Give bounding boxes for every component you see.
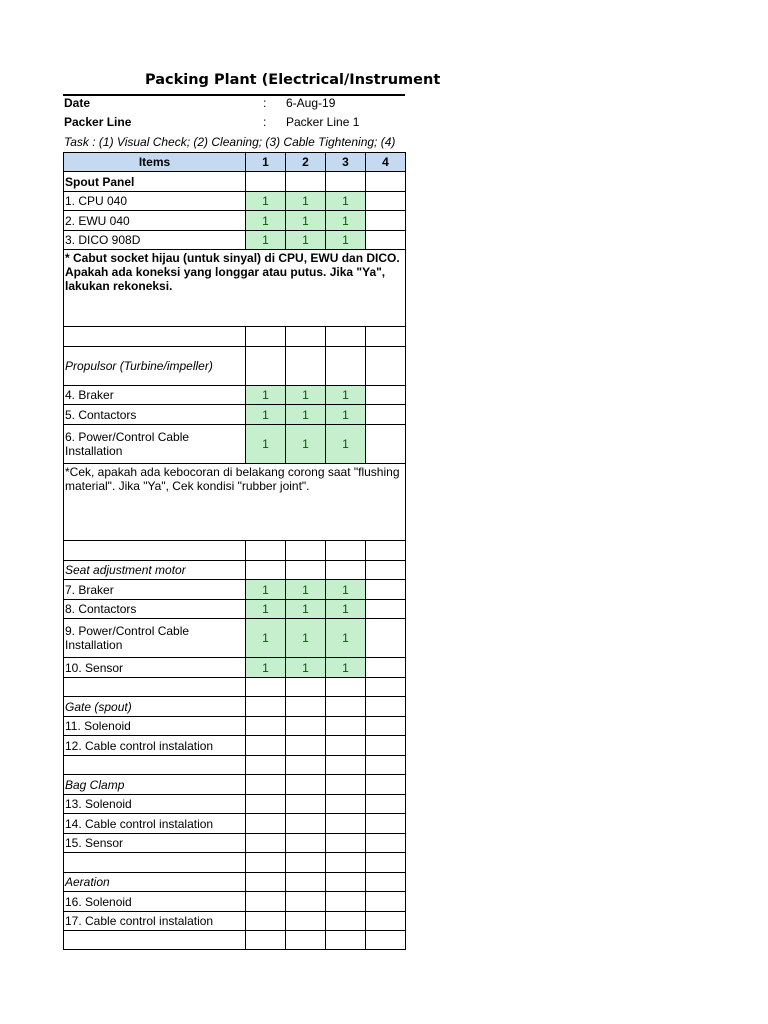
task-2-cell (286, 736, 326, 756)
task-2-cell (286, 931, 326, 950)
table-row (64, 386, 406, 405)
task-1-cell: 1 (246, 658, 286, 678)
task-1-cell (246, 561, 286, 580)
task-2-cell (286, 678, 326, 697)
task-3-cell: 1 (326, 211, 366, 231)
task-4-cell (366, 619, 406, 658)
task-1-cell (246, 853, 286, 873)
task-4-cell (366, 600, 406, 619)
task-3-cell (326, 172, 366, 192)
item-label: 11. Solenoid (64, 717, 246, 736)
task-3-cell: 1 (326, 658, 366, 678)
task-2-cell: 1 (286, 405, 326, 425)
task-1-cell (246, 795, 286, 814)
task-4-cell (366, 853, 406, 873)
item-label: 14. Cable control instalation (64, 814, 246, 834)
task-3-cell (326, 756, 366, 775)
blank-row (64, 678, 406, 697)
task-4-cell (366, 892, 406, 912)
task-1-cell (246, 892, 286, 912)
checklist-table (63, 152, 406, 950)
task-4-cell (366, 211, 406, 231)
task-1-cell (246, 873, 286, 892)
task-4-cell (366, 756, 406, 775)
task-3-cell (326, 775, 366, 795)
task-3-cell (326, 541, 366, 561)
task-1-cell: 1 (246, 619, 286, 658)
item-label: 4. Braker (64, 386, 246, 405)
task-3-cell (326, 892, 366, 912)
task-4-cell (366, 795, 406, 814)
task-1-cell (246, 172, 286, 192)
task-4-cell (366, 561, 406, 580)
task-2-cell: 1 (286, 619, 326, 658)
note-text: * Cabut socket hijau (untuk sinyal) di CPU, EWU dan DICO. Apakah ada koneksi yang longgar atau putus. Jika "Ya", lakukan rekoneksi. (64, 250, 406, 327)
table-row (64, 834, 406, 853)
date-value: 6-Aug-19 (286, 96, 336, 110)
task-1-cell (246, 678, 286, 697)
header-items: Items (64, 153, 246, 172)
task-3-cell (326, 347, 366, 386)
task-3-cell: 1 (326, 425, 366, 464)
item-label: 12. Cable control instalation (64, 736, 246, 756)
table-row (64, 405, 406, 425)
item-label (64, 541, 246, 561)
task-1-cell (246, 717, 286, 736)
packer-line-label: Packer Line (64, 115, 132, 129)
task-1-cell (246, 327, 286, 347)
item-label: 2. EWU 040 (64, 211, 246, 231)
task-4-cell (366, 425, 406, 464)
task-2-cell: 1 (286, 211, 326, 231)
task-3-cell: 1 (326, 600, 366, 619)
task-1-cell (246, 541, 286, 561)
item-label (64, 327, 246, 347)
task-2-cell (286, 541, 326, 561)
task-4-cell (366, 814, 406, 834)
task-3-cell (326, 834, 366, 853)
task-1-cell: 1 (246, 192, 286, 211)
task-4-cell (366, 658, 406, 678)
group-header-row (64, 697, 406, 717)
item-label: 15. Sensor (64, 834, 246, 853)
header-task-3: 3 (326, 153, 366, 172)
task-2-cell (286, 347, 326, 386)
blank-row (64, 931, 406, 950)
task-1-cell: 1 (246, 231, 286, 250)
table-row (64, 192, 406, 211)
task-2-cell: 1 (286, 658, 326, 678)
task-2-cell: 1 (286, 600, 326, 619)
task-2-cell (286, 697, 326, 717)
item-label: Seat adjustment motor (64, 561, 246, 580)
blank-row (64, 327, 406, 347)
item-label: Bag Clamp (64, 775, 246, 795)
item-label: 3. DICO 908D (64, 231, 246, 250)
task-3-cell (326, 853, 366, 873)
task-4-cell (366, 678, 406, 697)
note-row (64, 464, 406, 541)
header-task-2: 2 (286, 153, 326, 172)
task-2-cell (286, 853, 326, 873)
task-2-cell (286, 795, 326, 814)
task-2-cell (286, 834, 326, 853)
table-row (64, 619, 406, 658)
document-title: Packing Plant (Electrical/Instrument (145, 72, 441, 88)
item-label: Gate (spout) (64, 697, 246, 717)
task-2-cell (286, 814, 326, 834)
task-1-cell: 1 (246, 425, 286, 464)
item-label: 8. Contactors (64, 600, 246, 619)
task-1-cell (246, 347, 286, 386)
task-3-cell (326, 795, 366, 814)
task-4-cell (366, 231, 406, 250)
header-task-1: 1 (246, 153, 286, 172)
task-4-cell (366, 580, 406, 600)
item-label: Aeration (64, 873, 246, 892)
task-2-cell (286, 561, 326, 580)
task-1-cell: 1 (246, 386, 286, 405)
task-1-cell (246, 697, 286, 717)
task-2-cell: 1 (286, 231, 326, 250)
table-header-row (64, 153, 406, 172)
item-label (64, 853, 246, 873)
checklist-sheet (63, 0, 441, 1024)
task-3-cell (326, 327, 366, 347)
task-1-cell (246, 814, 286, 834)
task-1-cell (246, 912, 286, 931)
item-label: Propulsor (Turbine/impeller) (64, 347, 246, 386)
task-1-cell (246, 931, 286, 950)
note-text: *Cek, apakah ada kebocoran di belakang corong saat "flushing material". Jika "Ya", Cek kondisi "rubber joint". (64, 464, 406, 541)
group-header-row (64, 172, 406, 192)
task-3-cell: 1 (326, 192, 366, 211)
task-3-cell (326, 561, 366, 580)
group-header-row (64, 873, 406, 892)
note-row (64, 250, 406, 327)
task-3-cell (326, 697, 366, 717)
task-4-cell (366, 736, 406, 756)
task-2-cell: 1 (286, 425, 326, 464)
task-2-cell (286, 172, 326, 192)
task-4-cell (366, 347, 406, 386)
task-1-cell: 1 (246, 405, 286, 425)
task-3-cell (326, 814, 366, 834)
task-2-cell (286, 717, 326, 736)
task-3-cell (326, 736, 366, 756)
task-1-cell: 1 (246, 600, 286, 619)
task-4-cell (366, 717, 406, 736)
table-row (64, 658, 406, 678)
task-4-cell (366, 912, 406, 931)
table-row (64, 814, 406, 834)
task-3-cell (326, 931, 366, 950)
item-label (64, 678, 246, 697)
group-header-row (64, 775, 406, 795)
blank-row (64, 756, 406, 775)
task-2-cell (286, 892, 326, 912)
blank-row (64, 541, 406, 561)
item-label (64, 931, 246, 950)
task-4-cell (366, 386, 406, 405)
table-row (64, 580, 406, 600)
task-4-cell (366, 775, 406, 795)
table-row (64, 600, 406, 619)
task-3-cell: 1 (326, 386, 366, 405)
task-3-cell (326, 912, 366, 931)
header-task-4: 4 (366, 153, 406, 172)
task-3-cell (326, 873, 366, 892)
task-3-cell: 1 (326, 231, 366, 250)
table-row (64, 231, 406, 250)
task-3-cell: 1 (326, 619, 366, 658)
task-4-cell (366, 931, 406, 950)
blank-row (64, 853, 406, 873)
date-colon: : (263, 96, 267, 110)
item-label: 17. Cable control instalation (64, 912, 246, 931)
task-2-cell (286, 873, 326, 892)
packer-line-colon: : (263, 115, 267, 129)
item-label: 9. Power/Control Cable Installation (64, 619, 246, 658)
task-2-cell (286, 912, 326, 931)
task-legend: Task : (1) Visual Check; (2) Cleaning; (3) Cable Tightening; (4) (64, 135, 396, 149)
table-row (64, 912, 406, 931)
task-2-cell: 1 (286, 580, 326, 600)
item-label: 10. Sensor (64, 658, 246, 678)
task-2-cell: 1 (286, 386, 326, 405)
task-4-cell (366, 873, 406, 892)
packer-line-row (63, 113, 405, 132)
table-row (64, 736, 406, 756)
packer-line-value: Packer Line 1 (286, 115, 360, 129)
date-row (63, 94, 405, 113)
item-label: 16. Solenoid (64, 892, 246, 912)
task-4-cell (366, 172, 406, 192)
task-1-cell: 1 (246, 211, 286, 231)
task-1-cell (246, 736, 286, 756)
table-row (64, 795, 406, 814)
task-4-cell (366, 192, 406, 211)
item-label: 13. Solenoid (64, 795, 246, 814)
item-label (64, 756, 246, 775)
task-4-cell (366, 327, 406, 347)
task-2-cell (286, 775, 326, 795)
table-row (64, 425, 406, 464)
task-2-cell (286, 327, 326, 347)
group-header-row (64, 561, 406, 580)
item-label: 6. Power/Control Cable Installation (64, 425, 246, 464)
table-row (64, 211, 406, 231)
task-1-cell (246, 834, 286, 853)
item-label: 5. Contactors (64, 405, 246, 425)
task-4-cell (366, 405, 406, 425)
task-4-cell (366, 834, 406, 853)
task-3-cell: 1 (326, 405, 366, 425)
table-body (64, 172, 406, 950)
task-4-cell (366, 541, 406, 561)
task-3-cell: 1 (326, 580, 366, 600)
table-row (64, 892, 406, 912)
task-2-cell (286, 756, 326, 775)
item-label: 1. CPU 040 (64, 192, 246, 211)
task-2-cell: 1 (286, 192, 326, 211)
task-1-cell: 1 (246, 580, 286, 600)
task-3-cell (326, 678, 366, 697)
task-4-cell (366, 697, 406, 717)
item-label: 7. Braker (64, 580, 246, 600)
task-3-cell (326, 717, 366, 736)
task-1-cell (246, 775, 286, 795)
table-row (64, 717, 406, 736)
task-1-cell (246, 756, 286, 775)
date-label: Date (64, 96, 91, 110)
group-header-row (64, 347, 406, 386)
item-label: Spout Panel (64, 172, 246, 192)
